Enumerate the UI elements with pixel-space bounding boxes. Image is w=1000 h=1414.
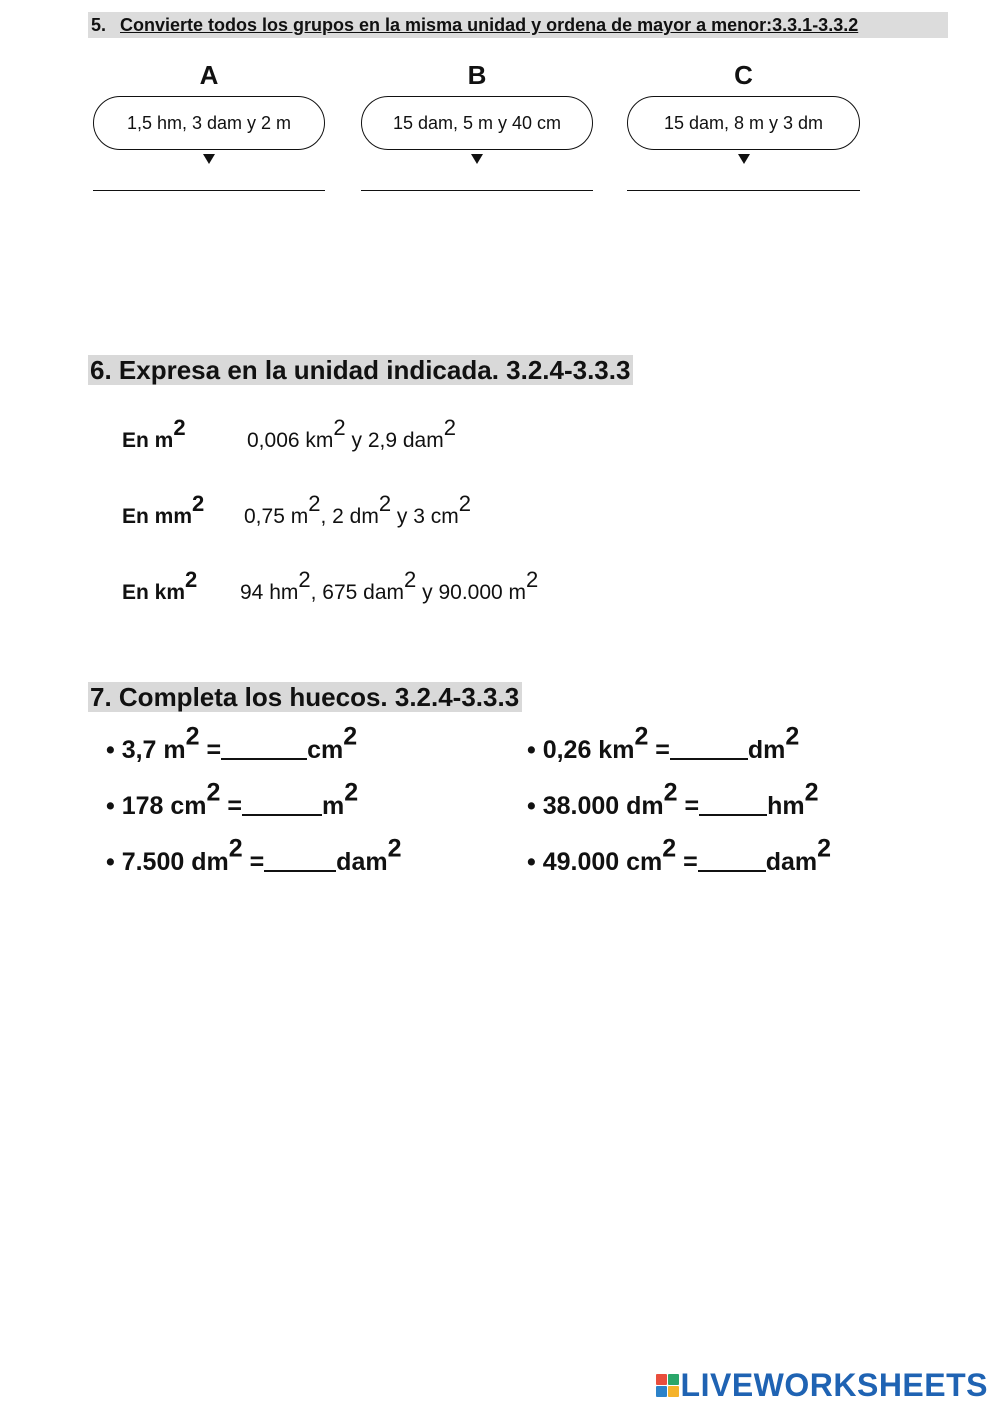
group-values-box: 1,5 hm, 3 dam y 2 m	[93, 96, 325, 150]
group-c	[627, 58, 860, 191]
arrow-down-icon	[471, 154, 483, 164]
group-letter: A	[199, 60, 219, 90]
arrow-down-icon	[738, 154, 750, 164]
answer-blank[interactable]	[264, 850, 336, 872]
conversion-values: 0,006 $km^2$ y 2,9 dam$^2$	[247, 415, 456, 453]
group-letter: B	[467, 60, 487, 90]
exercise-7-title: 7. Completa los huecos. 3.2.4-3.3.3	[88, 682, 522, 712]
answer-blank[interactable]	[242, 794, 322, 816]
fill-blank-item: • 7.500 $dm^2 = dam^2$	[106, 834, 402, 876]
conversion-row	[122, 567, 539, 605]
answer-line[interactable]	[361, 190, 593, 191]
group-b	[361, 58, 593, 191]
conversion-row	[122, 415, 456, 453]
answer-blank[interactable]	[221, 738, 307, 760]
arrow-down-icon	[203, 154, 215, 164]
conversion-values: 94 $hm^2$, 675 dam$^2$ y 90.000 $m^2$	[240, 567, 539, 605]
answer-blank[interactable]	[670, 738, 748, 760]
answer-blank[interactable]	[698, 850, 766, 872]
exercise-7-heading	[88, 681, 522, 713]
logo-text: LIVEWORKSHEETS	[680, 1367, 988, 1403]
conversion-row	[122, 491, 472, 529]
fill-blank-item: • 0,26 $km^2 = dm^2$	[527, 722, 800, 764]
fill-blank-item: • 49.000 $cm^2 = dam^2$	[527, 834, 832, 876]
group-values-box: 15 dam, 5 m y 40 cm	[361, 96, 593, 150]
target-unit-label: En $mm^2$	[122, 491, 205, 529]
exercise-5-title: Convierte todos los grupos en la misma unidad y ordena de mayor a menor:3.3.1-3.3.2	[120, 15, 859, 35]
group-a	[93, 58, 325, 191]
liveworksheets-logo[interactable]	[656, 1367, 988, 1404]
target-unit-label: En $m^2$	[122, 415, 186, 453]
liveworksheets-logo-icon	[656, 1374, 679, 1397]
group-values-box: 15 dam, 8 m y 3 dm	[627, 96, 860, 150]
fill-blank-item: • 38.000 $dm^2 = hm^2$	[527, 778, 819, 820]
exercise-6-title: 6. Expresa en la unidad indicada. 3.2.4-3.3.3	[88, 355, 633, 385]
fill-blank-item: • 178 $cm^2 = m^2$	[106, 778, 359, 820]
group-letter: C	[734, 60, 753, 90]
target-unit-label: En $km^2$	[122, 567, 198, 605]
fill-blank-item: • 3,7 $m^2 = cm^2$	[106, 722, 358, 764]
exercise-6-heading	[88, 354, 633, 386]
answer-line[interactable]	[93, 190, 325, 191]
exercise-5-number: 5.	[91, 15, 107, 35]
answer-blank[interactable]	[699, 794, 767, 816]
answer-line[interactable]	[627, 190, 860, 191]
conversion-values: 0,75 $m^2$, 2 $dm^2$ y 3 $cm^2$	[244, 491, 472, 529]
exercise-5-header	[88, 12, 948, 38]
